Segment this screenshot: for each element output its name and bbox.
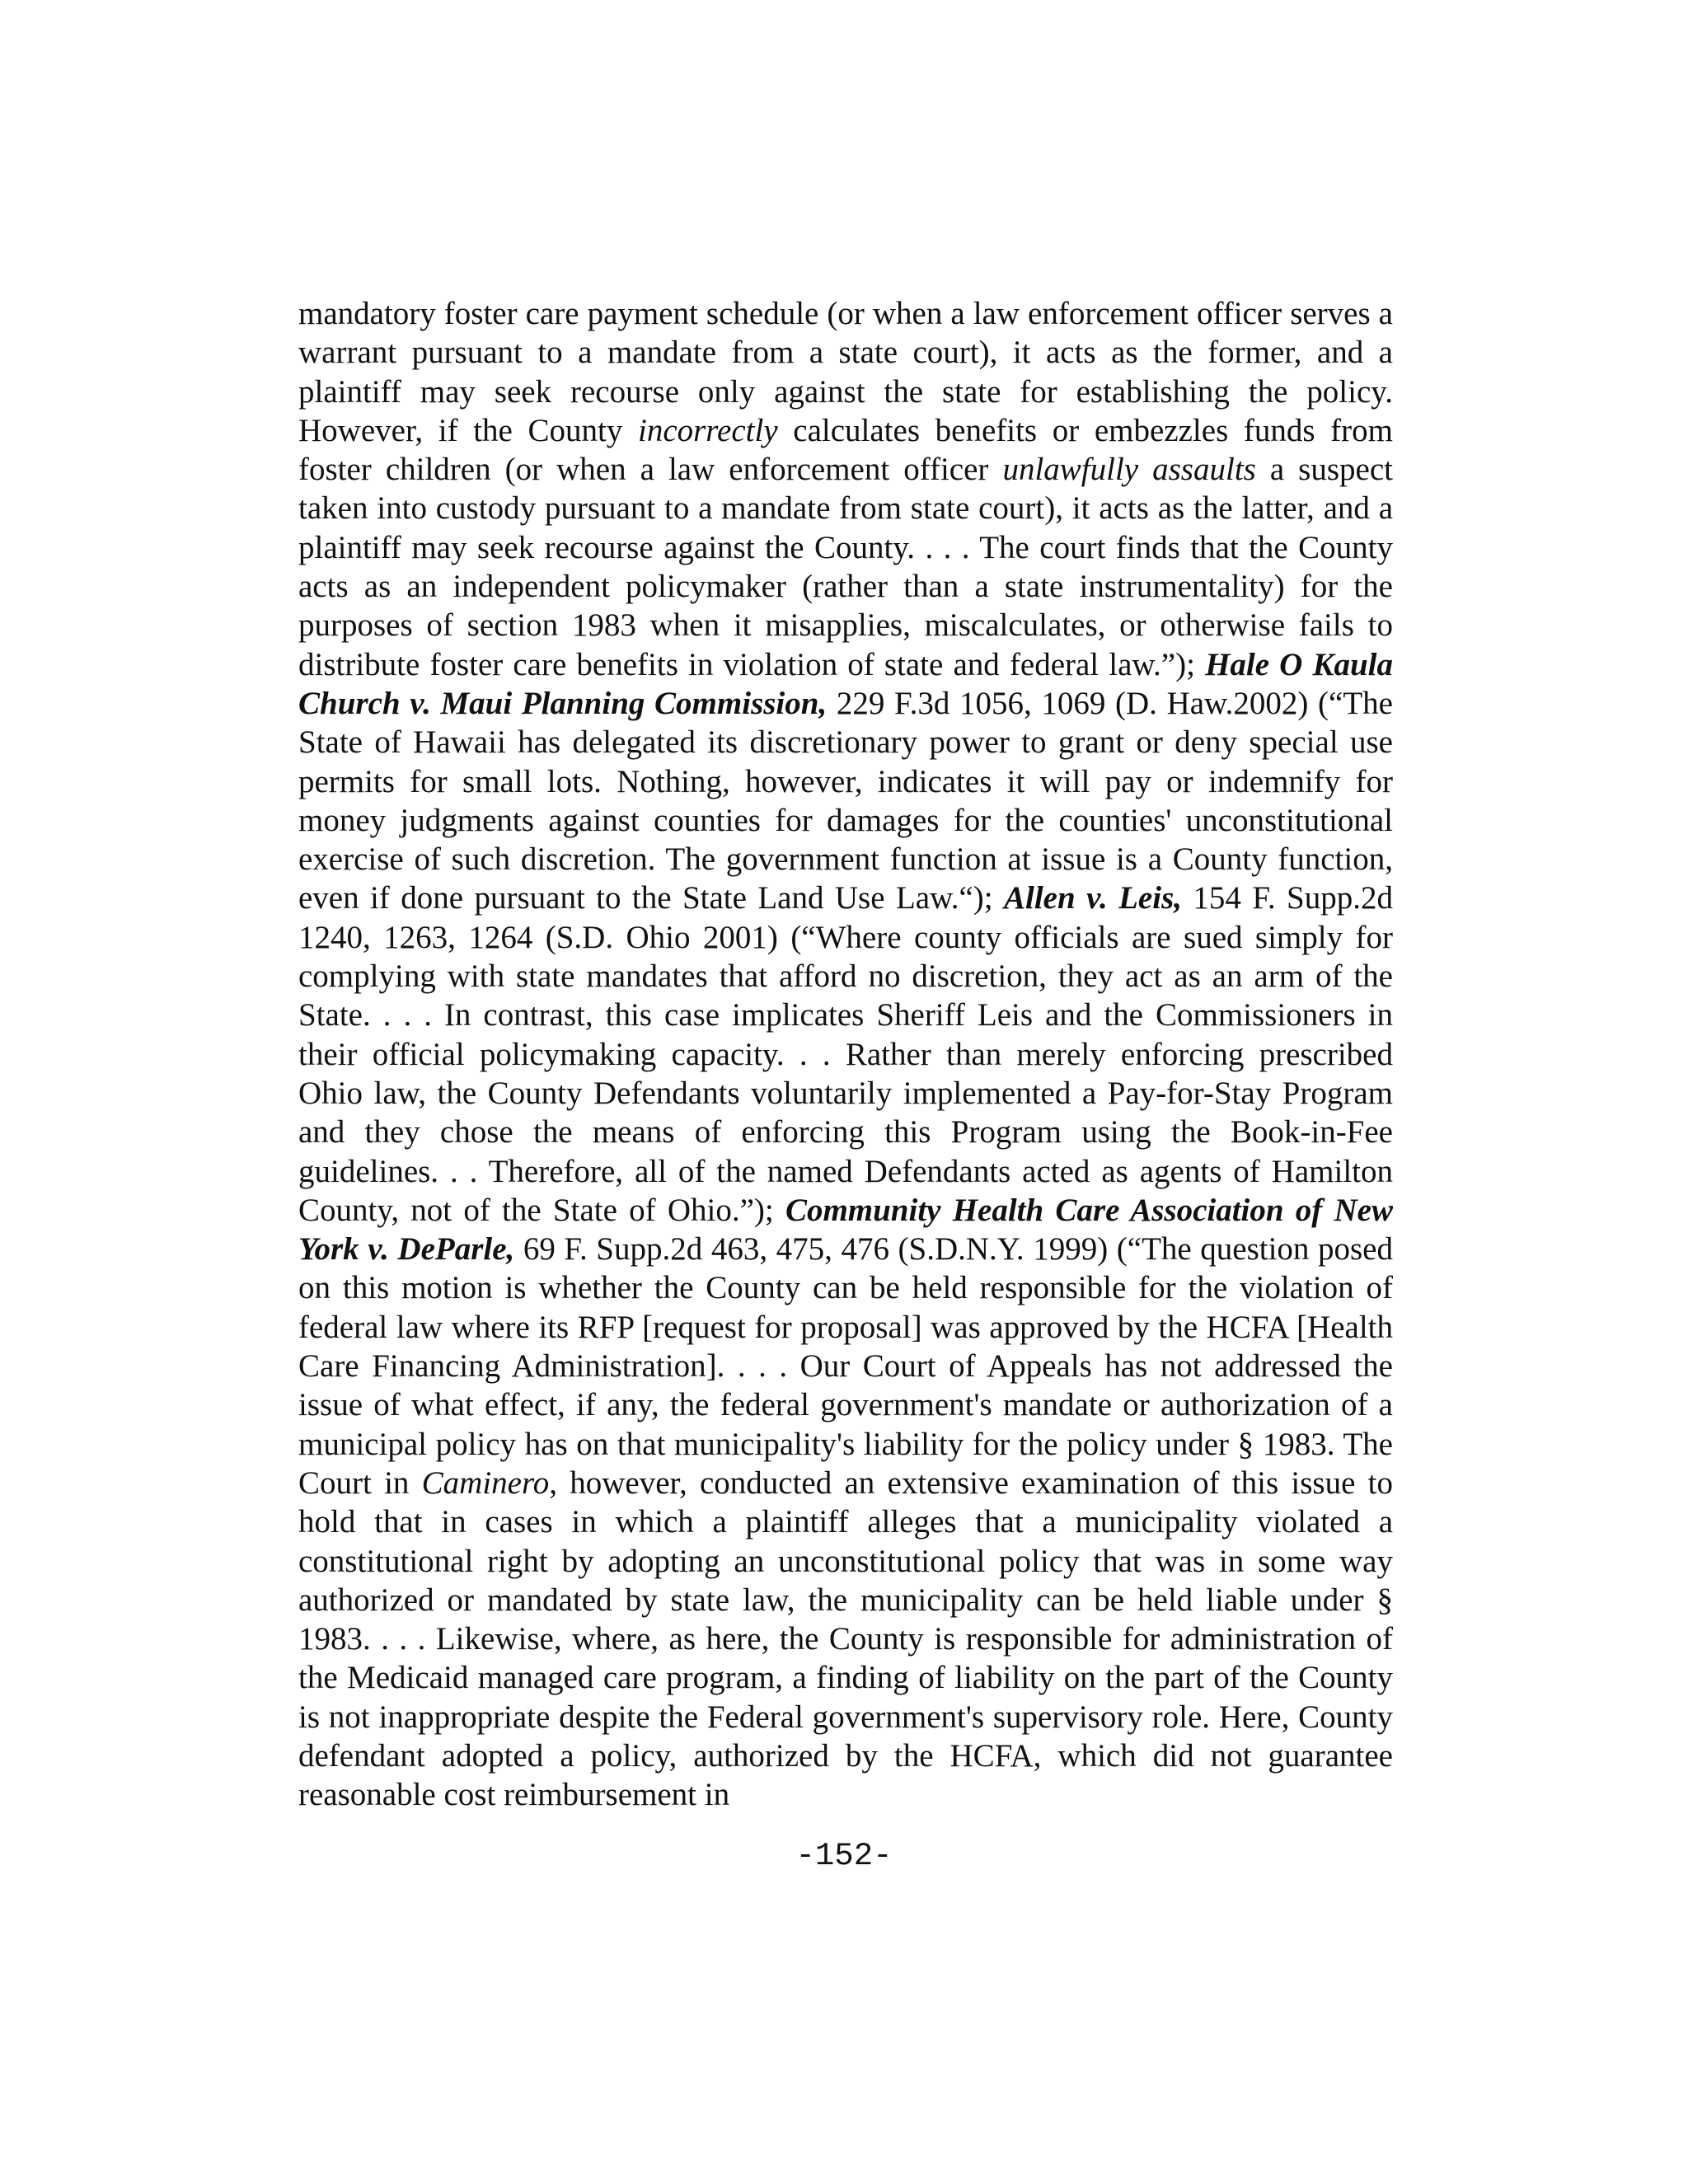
- body-text: [298, 294, 1393, 1815]
- text-segment: mandatory foster care payment schedule (or when a law enforcement officer serves a warrant pursuant to a mandate from a state court), it acts as the former, and a plaintiff may seek recourse only against the state for establishing the policy. However, if the County: [298, 296, 1393, 448]
- text-segment: a suspect taken into custody pursuant to a mandate from state court), it acts as the latter, and a plaintiff may seek recourse against the County. . . . The court finds that the County acts as an independent policymaker (rather than a state instrumentality) for the purposes of section 1983 when it misapplies, miscalculates, or otherwise fails to distribute foster care benefits in violation of state and federal law.”);: [298, 452, 1393, 682]
- text-segment: 229 F.3d 1056, 1069 (D. Haw.2002) (“The State of Hawaii has delegated its discretionary power to grant or deny special use permits for small lots. Nothing, however, indicates it will pay or indemnify for money judgments against counties for damages for the counties' unconstitutional exercise of such discretion. The government function at issue is a County function, even if done pursuant to the State Land Use Law.“);: [298, 685, 1393, 916]
- case-citation-community-health-care: Community Health Care Association of New York v. DeParle,: [298, 1192, 1393, 1268]
- case-citation-allen-v-leis: Allen v. Leis,: [1004, 880, 1183, 916]
- page-number: -152-: [795, 1838, 893, 1874]
- case-citation-hale-o-kaula: Hale O Kaula Church v. Maui Planning Commission,: [298, 646, 1394, 721]
- text-segment: 69 F. Supp.2d 463, 475, 476 (S.D.N.Y. 1999) (“The question posed on this motion is whether the County can be held responsible for the violation of federal law where its RFP [request for proposal] was approved by the HCFA [Health Care Financing Administration]. . . . Our Court of Appeals has not addressed the issue of what effect, if any, the federal government's mandate or authorization of a municipal policy has on that municipality's liability for the policy under § 1983. The Court in: [298, 1231, 1393, 1501]
- text-segment: , however, conducted an extensive examination of this issue to hold that in cases in which a plaintiff alleges that a municipality violated a constitutional right by adopting an unconstitutional policy that was in some way authorized or mandated by state law, the municipality can be held liable under § 1983. . . . Likewise, where, as here, the County is responsible for administration of the Medicaid managed care program, a finding of liability on the part of the County is not inappropriate despite the Federal government's supervisory role. Here, County defendant adopted a policy, authorized by the HCFA, which did not guarantee reasonable cost reimbursement in: [298, 1465, 1393, 1813]
- italic-incorrectly: incorrectly: [637, 412, 778, 448]
- text-segment: 154 F. Supp.2d 1240, 1263, 1264 (S.D. Ohio 2001) (“Where county officials are sued simply for complying with state mandates that afford no discretion, they act as an arm of the State. . . . In contrast, this case implicates Sheriff Leis and the Commissioners in their official policymaking capacity. . . Rather than merely enforcing prescribed Ohio law, the County Defendants voluntarily implemented a Pay-for-Stay Program and they chose the means of enforcing this Program using the Book-in-Fee guidelines. . . Therefore, all of the named Defendants acted as agents of Hamilton County, not of the State of Ohio.”);: [298, 880, 1393, 1228]
- text-segment: calculates benefits or embezzles funds from foster children (or when a law enforcement officer: [298, 412, 1393, 488]
- italic-caminero: Caminero: [421, 1465, 550, 1501]
- italic-unlawfully-assaults: unlawfully assaults: [1002, 452, 1256, 488]
